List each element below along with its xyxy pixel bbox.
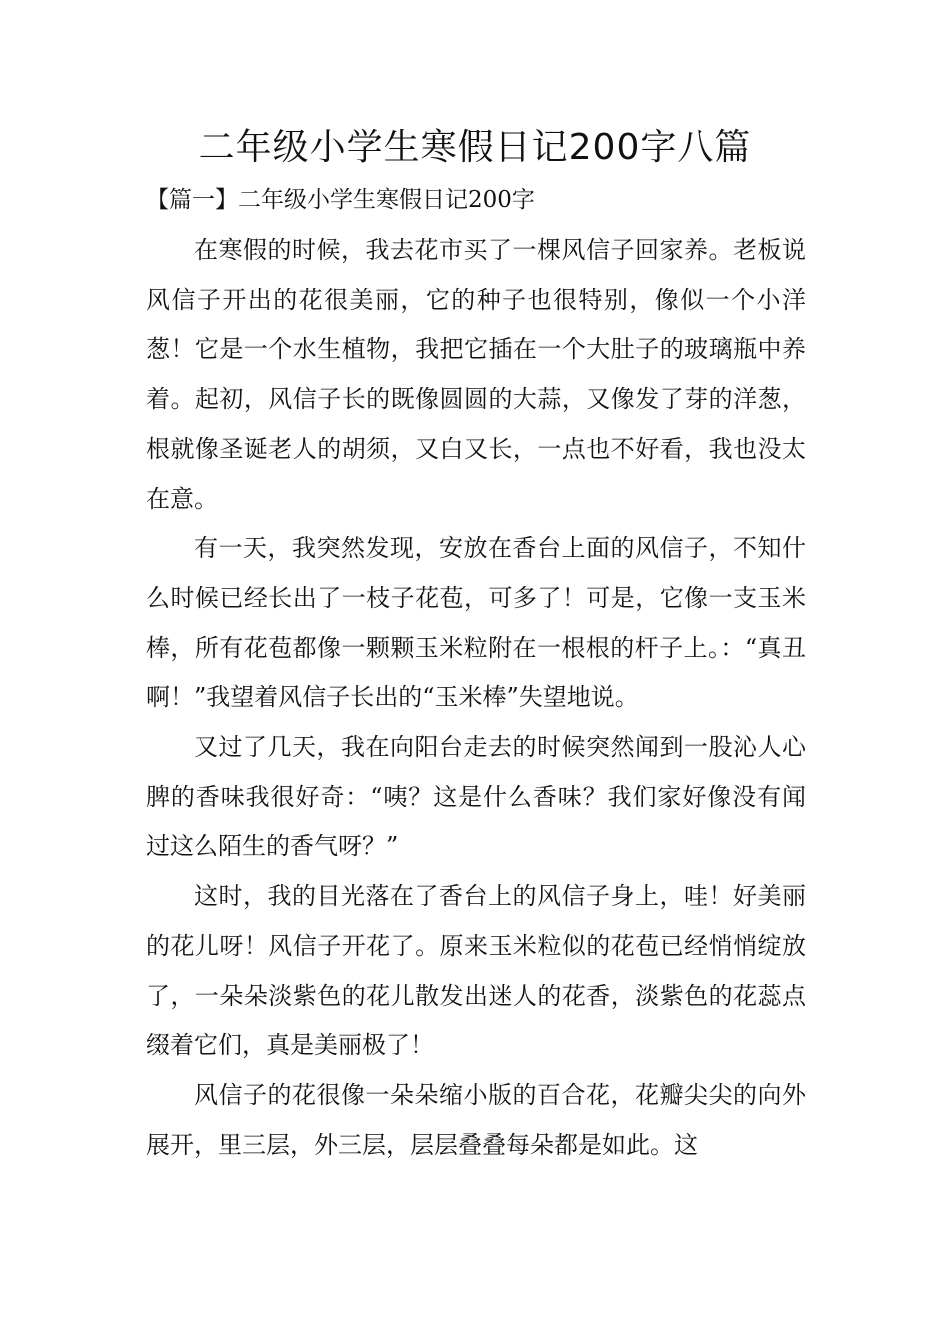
document-title: 二年级小学生寒假日记200字八篇 [198, 127, 752, 168]
paragraph: 风信子的花很像一朵朵缩小版的百合花，花瓣尖尖的向外展开，里三层，外三层，层层叠叠每朵都是如此。这 [146, 1080, 806, 1159]
paragraph: 有一天，我突然发现，安放在香台上面的风信子，不知什么时候已经长出了一枝子花苞，可多了！可是，它像一支玉米棒，所有花苞都像一颗颗玉米粒附在一根根的杆子上。：“真丑啊！”我望着风信子长出的“玉米棒”失望地说。 [146, 534, 806, 712]
paragraph: 在寒假的时候，我去花市买了一棵风信子回家养。老板说风信子开出的花很美丽，它的种子也很特别，像似一个小洋葱！它是一个水生植物，我把它插在一个大肚子的玻璃瓶中养着。起初，风信子长的既像圆圆的大蒜，又像发了芽的洋葱，根就像圣诞老人的胡须，又白又长，一点也不好看，我也没太在意。 [146, 236, 806, 513]
section-heading: 【篇一】二年级小学生寒假日记200字 [146, 187, 535, 213]
paragraph: 这时，我的目光落在了香台上的风信子身上，哇！好美丽的花儿呀！风信子开花了。原来玉米粒似的花苞已经悄悄绽放了，一朵朵淡紫色的花儿散发出迷人的花香，淡紫色的花蕊点缀着它们，真是美丽极了！ [146, 882, 806, 1060]
document-body [146, 226, 806, 1170]
paragraph: 又过了几天，我在向阳台走去的时候突然闻到一股沁人心脾的香味我很好奇：“咦？这是什么香味？我们家好像没有闻过这么陌生的香气呀？” [146, 733, 806, 861]
